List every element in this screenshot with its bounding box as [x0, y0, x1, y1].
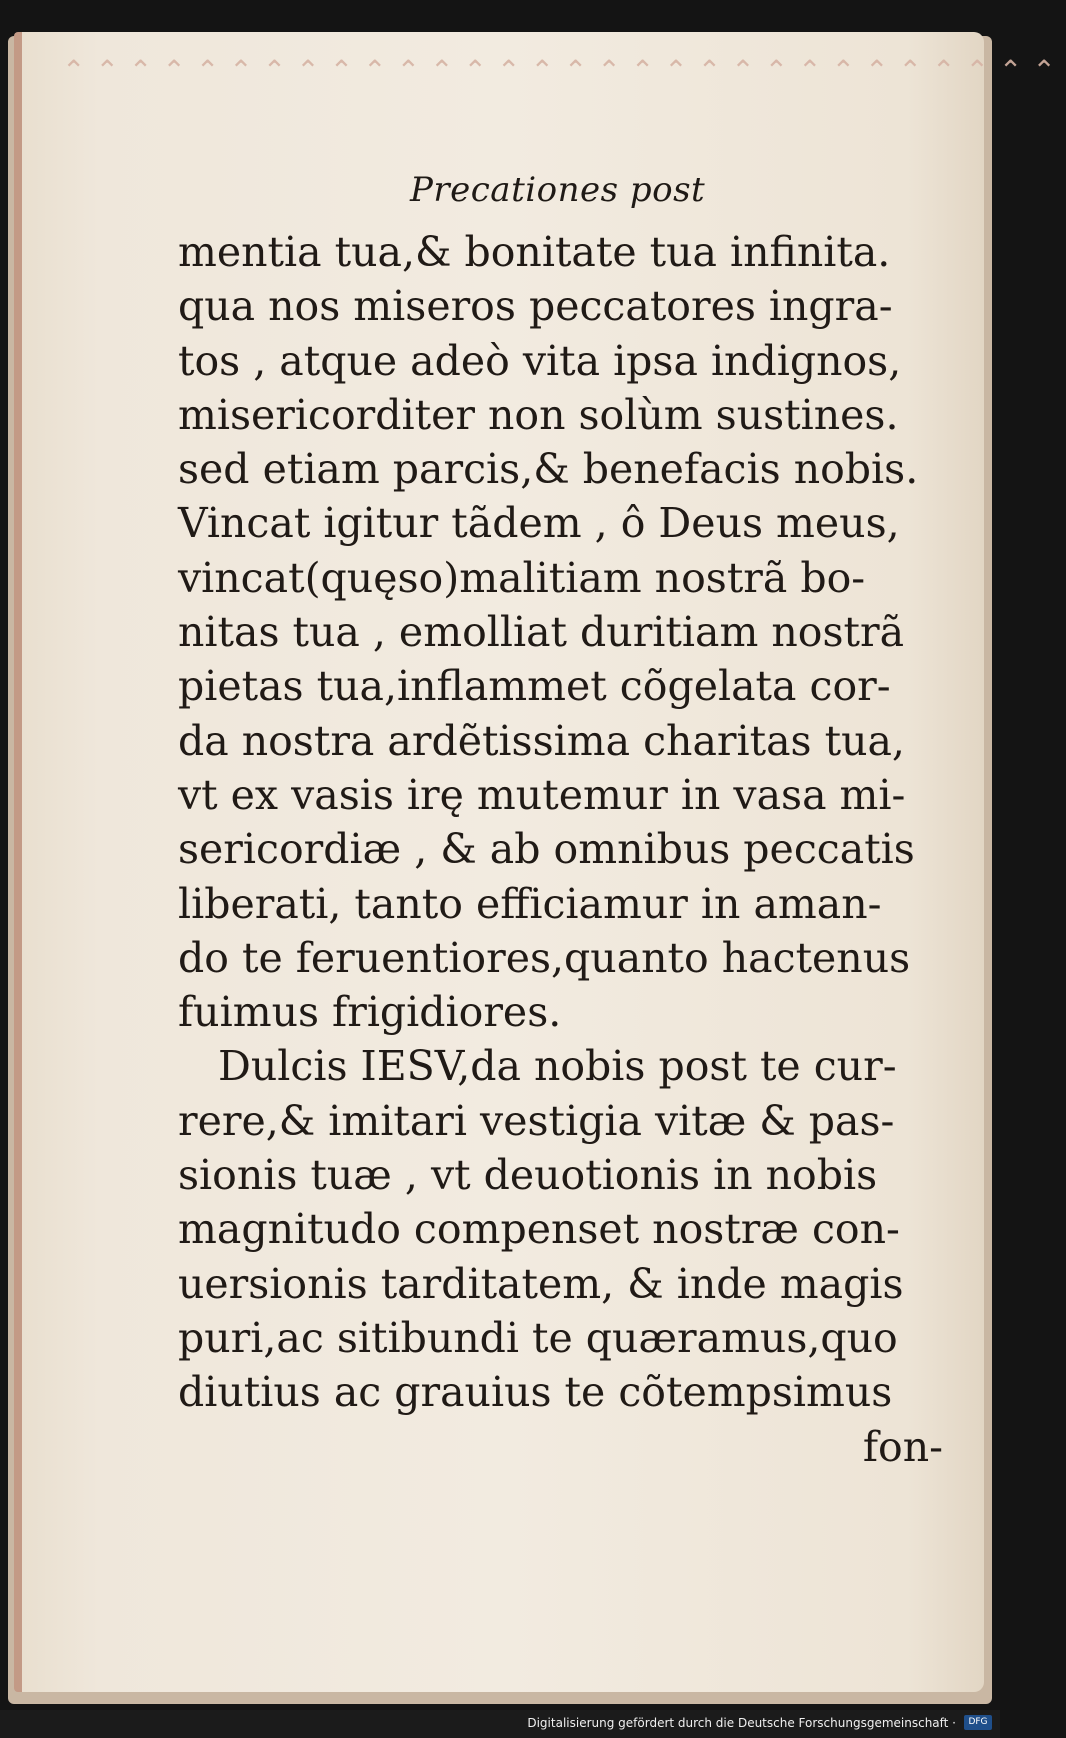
text-line: qua nos miseros peccatores ingra- [178, 282, 893, 331]
text-line: rere,& imitari vestigia vitæ & pas- [178, 1096, 895, 1145]
text-line: do te feruentiores,quanto hactenus [178, 933, 911, 982]
catchword: fon- [862, 1422, 943, 1471]
text-line: misericorditer non solùm sustines. [178, 390, 899, 439]
footer-bar [0, 1710, 1000, 1738]
text-line: pietas tua,inflammet cõgelata cor- [178, 662, 891, 711]
text-line: vincat(quęso)malitiam nostrã bo- [178, 553, 866, 602]
main-text [178, 225, 943, 1474]
paragraph-start-line: Dulcis IESV,da nobis post te cur- [218, 1042, 897, 1091]
text-line: liberati, tanto efficiamur in aman- [178, 879, 882, 928]
text-line: sed etiam parcis,& benefacis nobis. [178, 445, 919, 494]
running-head: Precationes post [410, 170, 706, 210]
text-line: sericordiæ , & ab omnibus peccatis [178, 825, 915, 874]
text-line: mentia tua,& bonitate tua infinita. [178, 228, 891, 276]
text-line: sionis tuæ , vt deuotionis in nobis [178, 1151, 878, 1200]
text-line: magnitudo compenset nostræ con- [178, 1205, 900, 1254]
text-line: tos , atque adeò vita ipsa indignos, [178, 336, 902, 385]
text-line: uersionis tarditatem, & inde magis [178, 1259, 904, 1308]
text-line: vt ex vasis irę mutemur in vasa mi- [178, 770, 906, 819]
text-line: puri,ac sitibundi te quæramus,quo [178, 1313, 898, 1362]
text-line: fuimus frigidiores. [178, 988, 562, 1037]
funding-credit: Digitalisierung gefördert durch die Deutsche Forschungsgemeinschaft · [527, 1716, 956, 1730]
decorative-border-icon: ⌃⌃⌃⌃⌃⌃⌃⌃⌃⌃⌃⌃⌃⌃⌃⌃⌃⌃⌃⌃⌃⌃⌃⌃⌃⌃⌃⌃⌃⌃ [62, 54, 1066, 87]
dfg-logo-icon: DFG [964, 1715, 992, 1730]
text-line: nitas tua , emolliat duritiam nostrã [178, 608, 905, 657]
text-line: Vincat igitur tãdem , ô Deus meus, [178, 499, 900, 548]
text-line: diutius ac grauius te cõtempsimus [178, 1368, 893, 1417]
text-line: da nostra ardẽtissima charitas tua, [178, 716, 905, 765]
